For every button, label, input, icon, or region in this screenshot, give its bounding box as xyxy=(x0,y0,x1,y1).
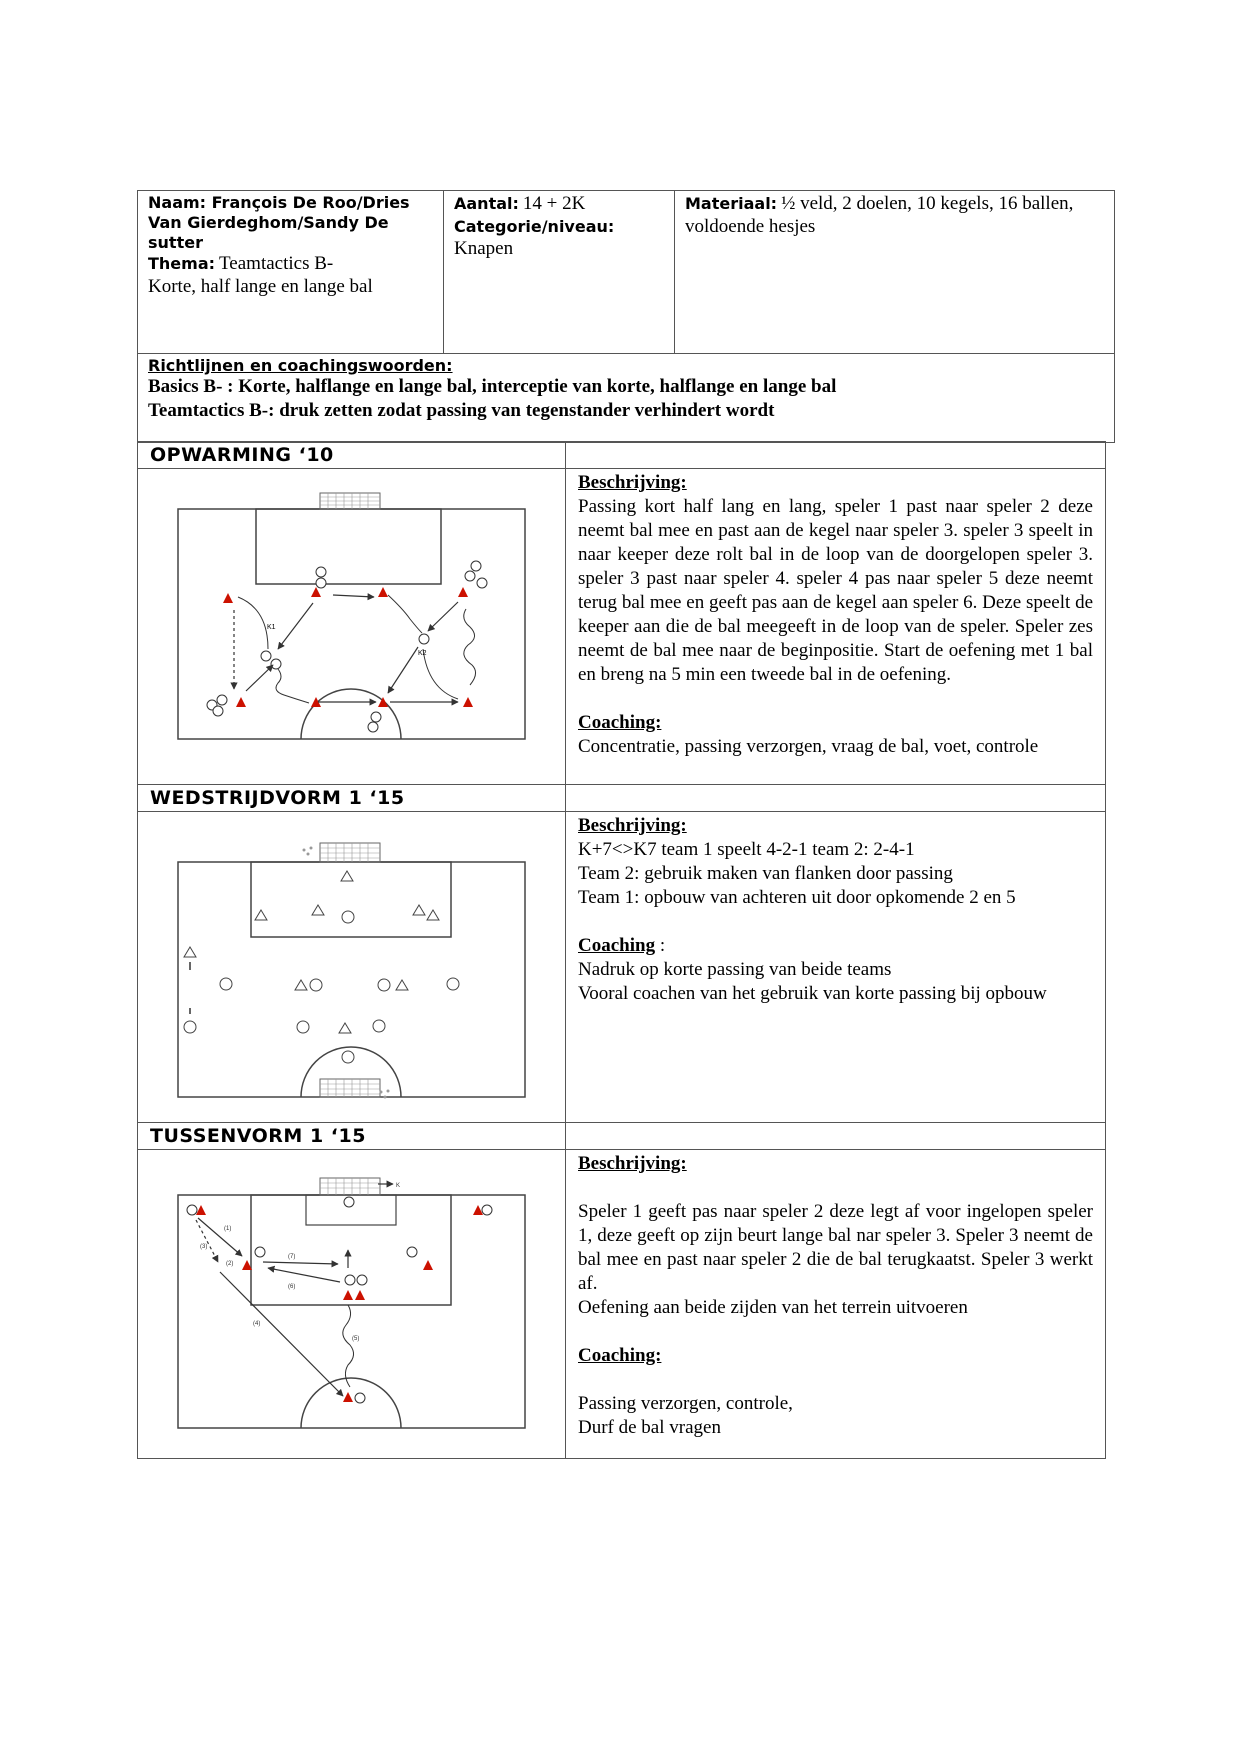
naam-field xyxy=(148,193,433,253)
coaching-label: Coaching xyxy=(578,935,656,956)
svg-text:(5): (5) xyxy=(352,1336,360,1342)
tussenvorm-beschrijving: Speler 1 geeft pas naar speler 2 deze legt af voor ingelopen speler 1, deze geeft op zijn beurt lange bal nar speler 3. Speler 3 neemt de bal mee en past naar speler 2 die de bal terugkaatst. Speler 3 werkt af. xyxy=(578,1201,1093,1294)
thema-value-1: Teamtactics B- xyxy=(219,253,334,274)
materiaal-cell xyxy=(675,191,1115,354)
naam-value: François De Roo/Dries Van Gierdeghom/Sandy De sutter xyxy=(148,193,410,252)
section-title-right xyxy=(566,442,1106,469)
richtlijnen-cell xyxy=(138,354,1115,443)
k2-label: K2 xyxy=(418,650,427,657)
diagram-cell-tussenvorm xyxy=(138,1150,566,1459)
svg-text:(3): (3) xyxy=(200,1244,208,1250)
penalty-box xyxy=(251,1195,451,1305)
coaching-label: Coaching: xyxy=(578,712,662,733)
section-title-cell xyxy=(138,785,566,812)
naam-label: Naam: xyxy=(148,193,207,212)
categorie-label: Categorie/niveau: xyxy=(454,217,615,236)
tussenvorm-extra: Oefening aan beide zijden van het terrein uitvoeren xyxy=(578,1297,968,1318)
section-title-tussenvorm: TUSSENVORM 1 ‘15 xyxy=(150,1125,366,1147)
beschrijving-label: Beschrijving: xyxy=(578,1153,687,1174)
materiaal-label: Materiaal: xyxy=(685,194,778,213)
richtlijnen-title: Richtlijnen en coachingswoorden: xyxy=(148,356,453,375)
beschrijving-label: Beschrijving: xyxy=(578,815,687,836)
thema-label: Thema: xyxy=(148,254,216,273)
aantal-label: Aantal: xyxy=(454,194,519,213)
svg-text:(2): (2) xyxy=(226,1261,234,1267)
opwarming-beschrijving: Passing kort half lang en lang, speler 1 past naar speler 2 deze neemt bal mee en past aan de kegel naar speler 3. speler 3 speelt in naar keeper deze rolt bal in de loop van de doorgelopen speler 3. speler 3 past naar speler 4. speler 4 pas naar speler 5 deze neemt terug bal mee en geeft pas aan de kegel aan speler 6. Deze speelt de keeper aan die de bal meegeeft in de loop van de speler. Speler zes neemt de bal mee naar de beginpositie. Start de oefening met 1 bal en breng na 5 min een tweede bal in de oefening. xyxy=(578,496,1093,685)
wedstrijdvorm-line2: Team 2: gebruik maken van flanken door passing xyxy=(578,863,953,884)
goal-bottom xyxy=(320,1079,380,1097)
section-title-wedstrijdvorm: WEDSTRIJDVORM 1 ‘15 xyxy=(150,787,405,809)
diagram-opwarming xyxy=(138,469,565,779)
wedstrijdvorm-coaching1: Nadruk op korte passing van beide teams xyxy=(578,959,892,980)
section-title-right xyxy=(566,1123,1106,1150)
beschrijving-label: Beschrijving: xyxy=(578,472,687,493)
naam-cell xyxy=(138,191,444,354)
goal xyxy=(320,1178,380,1195)
tussenvorm-desc-cell xyxy=(566,1150,1106,1459)
penalty-box-top xyxy=(251,862,451,937)
section-title-opwarming: OPWARMING ‘10 xyxy=(150,444,334,466)
categorie-value: Knapen xyxy=(454,238,514,259)
penalty-box xyxy=(256,509,441,584)
thema-value-2: Korte, half lange en lange bal xyxy=(148,276,373,297)
tussenvorm-coaching1: Passing verzorgen, controle, xyxy=(578,1393,793,1414)
richtlijnen-line1: Basics B- : Korte, halflange en lange bal, interceptie van korte, halflange en lange bal xyxy=(148,376,837,397)
header-table xyxy=(137,190,1115,443)
diagram-cell-opwarming xyxy=(138,469,566,785)
diagram-wedstrijdvorm xyxy=(138,812,565,1117)
section-title-cell xyxy=(138,1123,566,1150)
wedstrijdvorm-coaching2: Vooral coachen van het gebruik van korte passing bij opbouw xyxy=(578,983,1047,1004)
center-circle xyxy=(301,1378,401,1428)
svg-text:K: K xyxy=(396,1183,401,1189)
k1-label: K1 xyxy=(267,624,276,631)
svg-text:(6): (6) xyxy=(288,1284,296,1290)
opwarming-coaching: Concentratie, passing verzorgen, vraag de bal, voet, controle xyxy=(578,736,1039,757)
svg-text:(1): (1) xyxy=(224,1226,232,1232)
aantal-cell xyxy=(444,191,675,354)
diagram-cell-wedstrijdvorm xyxy=(138,812,566,1123)
aantal-value: 14 + 2K xyxy=(522,193,586,214)
section-title-cell xyxy=(138,442,566,469)
wedstrijdvorm-line3: Team 1: opbouw van achteren uit door opkomende 2 en 5 xyxy=(578,887,1016,908)
svg-text:(7): (7) xyxy=(288,1254,296,1260)
section-title-right xyxy=(566,785,1106,812)
tussenvorm-coaching2: Durf de bal vragen xyxy=(578,1417,721,1438)
wedstrijdvorm-line1: K+7<>K7 team 1 speelt 4-2-1 team 2: 2-4-1 xyxy=(578,839,915,860)
svg-text:(4): (4) xyxy=(253,1321,261,1327)
coaching-colon: : xyxy=(655,935,666,956)
field-outline xyxy=(178,509,525,739)
richtlijnen-line2: Teamtactics B-: druk zetten zodat passing van tegenstander verhindert wordt xyxy=(148,400,775,421)
wedstrijdvorm-desc-cell xyxy=(566,812,1106,1123)
goal-top xyxy=(320,843,380,862)
materiaal-value: ½ veld, 2 doelen, 10 kegels, 16 ballen, voldoende hesjes xyxy=(685,193,1074,237)
diagram-tussenvorm xyxy=(138,1150,565,1453)
center-circle xyxy=(301,689,401,739)
opwarming-desc-cell xyxy=(566,469,1106,785)
coaching-label: Coaching: xyxy=(578,1345,662,1366)
main-table xyxy=(137,441,1106,1459)
